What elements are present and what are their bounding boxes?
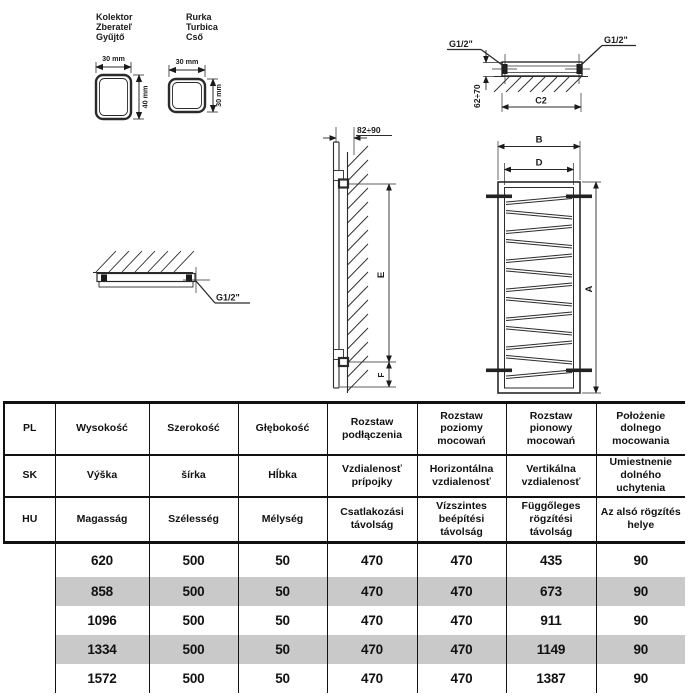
value-cell: 500 bbox=[149, 577, 238, 606]
header-cell: Vzdialenosť prípojky bbox=[327, 455, 417, 497]
header-cell: Vertikálna vzdialenosť bbox=[506, 455, 596, 497]
value-cell: 90 bbox=[596, 635, 685, 664]
value-cell: 470 bbox=[417, 543, 506, 578]
value-cell: 50 bbox=[238, 543, 327, 578]
wall-distance-dim: 82÷90 bbox=[357, 125, 381, 135]
tube-label-pl: Rurka bbox=[186, 12, 212, 22]
e-dim: E bbox=[376, 271, 387, 279]
value-cell: 500 bbox=[149, 543, 238, 578]
lang-spacer-cell bbox=[4, 635, 55, 664]
collector-height-dim: 40 mm bbox=[140, 85, 150, 109]
header-row-hu bbox=[4, 497, 685, 543]
value-cell: 1149 bbox=[506, 635, 596, 664]
lang-spacer-cell bbox=[4, 606, 55, 635]
serpentine-tubes bbox=[506, 196, 572, 379]
f-dim: F bbox=[377, 372, 386, 378]
header-cell: Mélység bbox=[238, 497, 327, 543]
side-view bbox=[323, 125, 396, 393]
collector-cross-section bbox=[96, 12, 150, 119]
header-cell: Függőleges rögzítési távolság bbox=[506, 497, 596, 543]
data-row bbox=[4, 635, 685, 664]
bracket-mark-top-right bbox=[566, 195, 592, 199]
value-cell: 50 bbox=[238, 606, 327, 635]
value-cell: 620 bbox=[55, 543, 149, 578]
lang-spacer-cell bbox=[4, 577, 55, 606]
header-row-pl bbox=[4, 403, 685, 455]
header-cell: Wysokość bbox=[55, 403, 149, 455]
c2-dim: C2 bbox=[535, 95, 547, 106]
lang-code-sk: SK bbox=[4, 455, 55, 497]
value-cell: 435 bbox=[506, 543, 596, 578]
value-cell: 470 bbox=[417, 664, 506, 693]
header-cell: Výška bbox=[55, 455, 149, 497]
header-cell: Csatlakozási távolság bbox=[327, 497, 417, 543]
front-view bbox=[486, 135, 601, 394]
value-cell: 500 bbox=[149, 606, 238, 635]
value-cell: 90 bbox=[596, 664, 685, 693]
header-cell: šírka bbox=[149, 455, 238, 497]
tube-label-sk: Turbica bbox=[186, 22, 218, 32]
a-dim: A bbox=[584, 285, 595, 293]
value-cell: 500 bbox=[149, 664, 238, 693]
collector-width-dim: 30 mm bbox=[102, 54, 125, 63]
bracket-mark-bottom-right bbox=[566, 369, 592, 373]
header-cell: Rozstaw pionowy mocowań bbox=[506, 403, 596, 455]
mounting-bracket-top bbox=[339, 180, 348, 188]
value-cell: 1096 bbox=[55, 606, 149, 635]
data-row bbox=[4, 577, 685, 606]
value-cell: 1387 bbox=[506, 664, 596, 693]
b-dim: B bbox=[535, 134, 543, 146]
thread-label-left: G1/2" bbox=[449, 39, 473, 49]
mounting-bracket-bottom bbox=[339, 358, 348, 366]
value-cell: 90 bbox=[596, 606, 685, 635]
header-cell: Szélesség bbox=[149, 497, 238, 543]
header-cell: Rozstaw podłączenia bbox=[327, 403, 417, 455]
lang-spacer-cell bbox=[4, 543, 55, 578]
collector-label-sk: Zberateľ bbox=[96, 22, 132, 32]
value-cell: 50 bbox=[238, 577, 327, 606]
value-cell: 90 bbox=[596, 577, 685, 606]
header-cell: Położenie dolnego mocowania bbox=[596, 403, 685, 455]
bracket-mark-bottom-left bbox=[486, 369, 512, 373]
value-cell: 470 bbox=[417, 577, 506, 606]
value-cell: 858 bbox=[55, 577, 149, 606]
bottom-view bbox=[93, 251, 250, 303]
header-cell: Vízszintes beépítési távolság bbox=[417, 497, 506, 543]
thread-label-right: G1/2" bbox=[604, 35, 628, 45]
header-cell: Magasság bbox=[55, 497, 149, 543]
lang-spacer-cell bbox=[4, 664, 55, 693]
header-cell: Rozstaw poziomy mocowań bbox=[417, 403, 506, 455]
value-cell: 470 bbox=[327, 543, 417, 578]
lang-code-pl: PL bbox=[4, 403, 55, 455]
thread-label: G1/2" bbox=[216, 292, 240, 303]
top-view bbox=[447, 35, 636, 112]
dimension-table bbox=[3, 401, 685, 693]
value-cell: 1334 bbox=[55, 635, 149, 664]
tube-width-dim: 30 mm bbox=[175, 57, 199, 66]
value-cell: 1572 bbox=[55, 664, 149, 693]
header-cell: Szerokość bbox=[149, 403, 238, 455]
value-cell: 470 bbox=[327, 577, 417, 606]
data-row bbox=[4, 664, 685, 693]
d-dim: D bbox=[535, 157, 543, 169]
data-row bbox=[4, 543, 685, 578]
header-row-sk bbox=[4, 455, 685, 497]
tube-label-hu: Cső bbox=[186, 32, 204, 42]
value-cell: 470 bbox=[417, 606, 506, 635]
lang-code-hu: HU bbox=[4, 497, 55, 543]
header-cell: Umiestnenie dolného uchytenia bbox=[596, 455, 685, 497]
header-cell: Hĺbka bbox=[238, 455, 327, 497]
header-cell: Głębokość bbox=[238, 403, 327, 455]
bracket-mark-top-left bbox=[486, 195, 512, 199]
wall-hatching-top-view bbox=[494, 77, 581, 92]
value-cell: 500 bbox=[149, 635, 238, 664]
value-cell: 50 bbox=[238, 635, 327, 664]
depth-range-dim: 62÷70 bbox=[472, 84, 482, 108]
value-cell: 673 bbox=[506, 577, 596, 606]
data-row bbox=[4, 606, 685, 635]
value-cell: 911 bbox=[506, 606, 596, 635]
value-cell: 50 bbox=[238, 664, 327, 693]
wall-hatching-bottom-view bbox=[96, 251, 194, 272]
radiator-panel-hatching bbox=[348, 146, 369, 391]
collector-label-pl: Kolektor bbox=[96, 12, 133, 22]
value-cell: 470 bbox=[327, 664, 417, 693]
tube-cross-section bbox=[169, 12, 223, 112]
header-cell: Az alsó rögzítés helye bbox=[596, 497, 685, 543]
connection-left bbox=[101, 275, 107, 282]
value-cell: 90 bbox=[596, 543, 685, 578]
value-cell: 470 bbox=[417, 635, 506, 664]
value-cell: 470 bbox=[327, 635, 417, 664]
header-cell: Horizontálna vzdialenosť bbox=[417, 455, 506, 497]
value-cell: 470 bbox=[327, 606, 417, 635]
tube-height-dim: 30 mm bbox=[214, 84, 223, 107]
collector-label-hu: Gyűjtő bbox=[96, 32, 125, 42]
